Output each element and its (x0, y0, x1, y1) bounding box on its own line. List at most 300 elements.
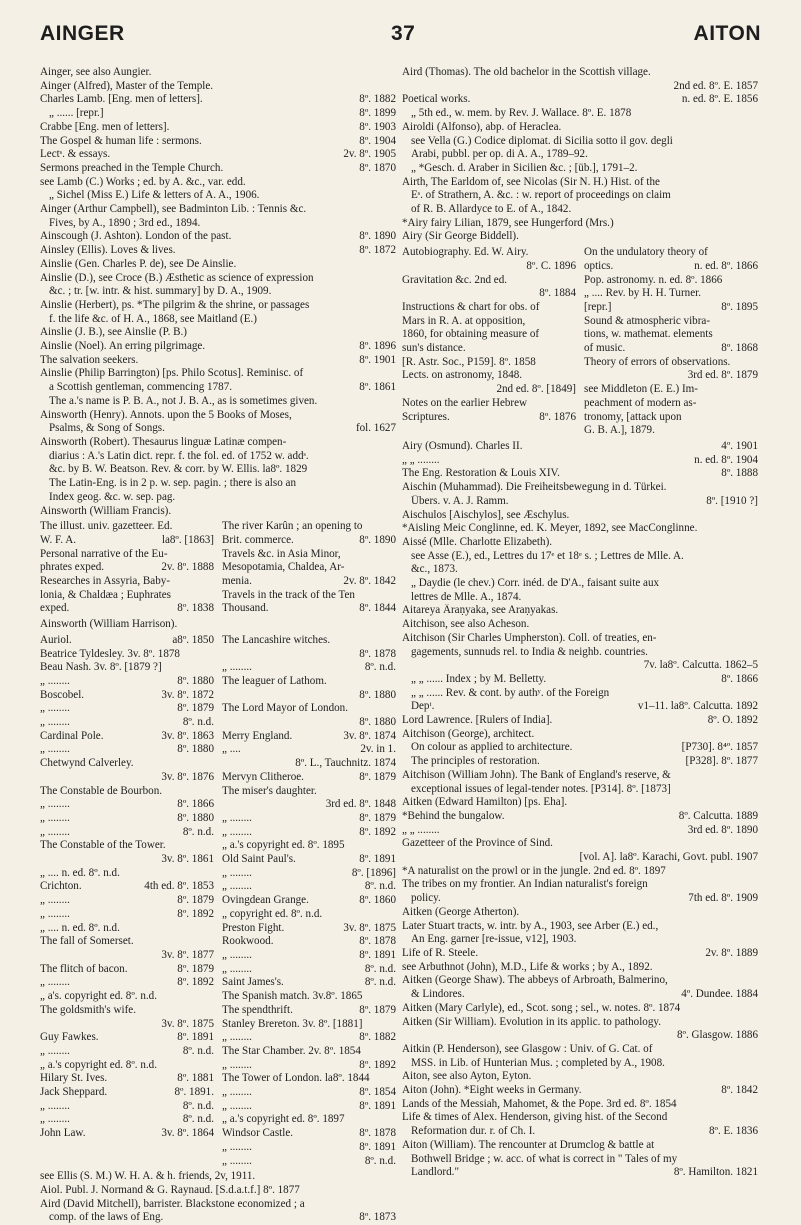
line-edition: 2v. 8º. 1888 (161, 561, 214, 574)
index-line: Gravitation &c. 2nd ed. (402, 273, 508, 286)
line-text: „ ........ (40, 907, 70, 920)
entry-lines (402, 66, 758, 244)
line-text: „ ........ (222, 949, 252, 961)
line-text: Merry England. (222, 729, 293, 742)
line-edition: 3v. 8º. 1863 (161, 729, 214, 742)
index-line: Gazetteer of the Province of Sind. (402, 837, 553, 850)
index-line (40, 602, 214, 616)
index-line: „ .... Rev. by H. H. Turner. (584, 287, 701, 300)
index-line (40, 853, 214, 867)
index-line: The illust. univ. gazetteer. Ed. (40, 520, 173, 533)
index-line (40, 135, 396, 149)
line-edition: 8º. 1891 (177, 1031, 214, 1044)
index-line (222, 1031, 396, 1045)
index-line (40, 121, 396, 135)
line-edition: 3v. 8º. 1861 (161, 853, 214, 866)
index-line: Theory of errors of observations. (584, 355, 731, 368)
index-line: The river Karûn ; an opening to (222, 520, 363, 533)
line-edition: 8º. 1880 (359, 716, 396, 729)
index-line: On the undulatory theory of (584, 246, 708, 259)
line-edition: 8º. 1892 (177, 976, 214, 989)
index-line (584, 369, 758, 383)
index-line (222, 1127, 396, 1141)
index-line: The miser's daughter. (222, 784, 317, 797)
index-line (402, 1084, 758, 1098)
line-text (222, 716, 355, 730)
line-text: „ ........ (222, 825, 252, 838)
index-line: Personal narrative of the Eu- (40, 547, 168, 560)
index-line: „ a.'s copyright ed. 8º. 1895 (222, 839, 345, 852)
entry-lines (40, 634, 214, 1168)
index-line (402, 440, 758, 454)
index-line: *Aisling Meic Conglinne, ed. K. Meyer, 1892, see MacConglinne. (402, 522, 698, 535)
index-line (402, 495, 758, 509)
index-line (222, 730, 396, 744)
line-edition: 8º. 1854 (359, 1086, 396, 1099)
line-text: „ ........ (40, 976, 70, 989)
index-line: of R. B. Allardyce to E. of A., 1842. (411, 203, 572, 216)
line-edition: 3v. 8º. 1872 (161, 688, 214, 701)
index-line (402, 1029, 758, 1043)
line-text: Preston Fight. (222, 921, 285, 934)
line-text (40, 1018, 157, 1032)
index-line: Aiton (William). The rencounter at Drumclog & battle at (402, 1138, 655, 1151)
index-line: Arabi, pubbl. per op. di A. A., 1789–92. (411, 148, 588, 161)
line-text: Ainsley (Ellis). Loves & lives. (40, 244, 176, 257)
entry-lines (40, 66, 396, 518)
line-text: of music. (584, 342, 626, 355)
line-text: Poetical works. (402, 93, 471, 106)
line-edition: 8º. 1878 (359, 647, 396, 660)
index-line (222, 716, 396, 730)
index-line (402, 851, 758, 865)
wf-ainsworth-works (40, 520, 396, 616)
index-line (40, 1086, 214, 1100)
wh-ainsworth-works (40, 634, 396, 1168)
line-text: Auriol. (40, 633, 72, 646)
index-line: „ *Gesch. d. Araber in Sicilien &c. ; [üb.], 1791–2. (411, 161, 638, 174)
index-line: Eˢ. of Strathern, A. &c. : w. report of proceedings on claim (411, 189, 671, 202)
index-line: Chetwynd Calverley. (40, 757, 134, 770)
line-edition: 3v. 8º. 1864 (161, 1127, 214, 1140)
line-edition: 8º. 1899 (359, 107, 396, 120)
index-line (402, 80, 758, 94)
index-line (40, 354, 396, 368)
index-line (40, 534, 214, 548)
index-line: „ „ ...... Rev. & cont. by authʸ. of the Foreign (411, 686, 610, 699)
line-edition: 8º. 1880 (177, 811, 214, 824)
line-edition: 8º. 1896 (359, 340, 396, 353)
index-line: Mesopotamia, Chaldea, Ar- (222, 561, 345, 574)
index-line (222, 1004, 396, 1018)
line-text: Crichton. (40, 880, 82, 893)
line-edition: 2v. 8º. 1842 (343, 575, 396, 588)
index-line (222, 575, 396, 589)
index-line: Airth, The Earldom of, see Nicolas (Sir N. H.) Hist. of the (402, 175, 660, 188)
index-line: The tribes on my frontier. An Indian naturalist's foreign (402, 878, 648, 891)
line-edition: 8º. E. 1836 (708, 1125, 758, 1138)
line-edition: 3v. 8º. 1876 (161, 770, 214, 783)
index-line: Lands of the Messiah, Mahomet, & the Pope. 3rd ed. 8º. 1854 (402, 1097, 677, 1110)
index-line: Ainsworth (Henry). Annots. upon the 5 Books of Moses, (40, 408, 292, 421)
index-line (402, 755, 758, 769)
index-line (40, 93, 396, 107)
line-edition: 8º. L., Tauchnitz. 1874 (295, 757, 396, 770)
index-line (222, 976, 396, 990)
line-edition: 8º. 1903 (359, 120, 396, 133)
line-edition: 8º. 1892 (359, 1058, 396, 1071)
line-edition: 8º. 1879 (177, 702, 214, 715)
index-line: Aitchison, see also Acheson. (402, 618, 530, 631)
line-edition: 8º. n.d. (182, 1044, 214, 1057)
index-line (402, 1166, 758, 1180)
index-line: The Latin-Eng. is in 2 p. w. sep. pagin. ; there is also an (49, 477, 296, 490)
line-edition: 8º. 1884 (539, 287, 576, 300)
line-edition: 8º. n.d. (364, 1154, 396, 1167)
index-line: Aissé (Mlle. Charlotte Elizabeth). (402, 535, 553, 548)
line-edition: 8º. 1838 (177, 602, 214, 615)
line-text (402, 1029, 673, 1043)
line-edition: 8º. 1904 (359, 134, 396, 147)
line-edition: 8º. 1891. (174, 1086, 214, 1099)
index-line (40, 162, 396, 176)
index-line: Ainger, see also Aungier. (40, 66, 152, 78)
index-line: diarius : A.'s Latin dict. repr. f. the fol. ed. of 1752 w. addˢ. (49, 449, 309, 462)
line-edition: 8º. 1895 (721, 300, 758, 313)
line-text: „ ........ (222, 1086, 252, 1099)
index-line: „ Daydie (le chev.) Corr. inéd. de D'A., faisant suite aux (411, 577, 660, 590)
line-text: Charles Lamb. [Eng. men of letters]. (40, 93, 203, 106)
line-text: Mervyn Clitheroe. (222, 770, 304, 783)
index-line (40, 880, 214, 894)
index-line (222, 963, 396, 977)
entry-lines (402, 440, 758, 1180)
line-text: „ ........ (222, 1099, 252, 1112)
index-line: „ a.'s copyright ed. 8º. 1897 (222, 1113, 345, 1126)
index-line (402, 383, 576, 397)
line-edition: 8º. 1861 (359, 381, 396, 394)
index-line: The fall of Somerset. (40, 935, 134, 948)
line-edition: 8º. 1890 (359, 230, 396, 243)
line-text: John Law. (40, 1127, 86, 1140)
index-line: Aird (Thomas). The old bachelor in the Scottish village. (402, 66, 651, 78)
line-text: menia. (222, 575, 252, 588)
index-line: Mars in R. A. at opposition, (402, 314, 526, 327)
line-edition: a8º. 1850 (172, 633, 214, 646)
entry-lines (222, 520, 396, 616)
index-line: see Asse (E.), ed., Lettres du 17ᵉ et 18ᵉ s. ; Lettres de Mlle. A. (411, 549, 684, 562)
index-line (40, 561, 214, 575)
line-edition: 8º. 1870 (359, 161, 396, 174)
index-line (222, 894, 396, 908)
line-edition: 8º. 1880 (359, 688, 396, 701)
line-edition: 4º. Dundee. 1884 (681, 988, 758, 1001)
line-text: Lectˢ. & essays. (40, 148, 111, 161)
line-text: Sermons preached in the Temple Church. (40, 161, 224, 174)
index-line: Aitken (Sir William). Evolution in its applic. to pathology. (402, 1015, 661, 1028)
line-text: The spendthrift. (222, 1003, 293, 1016)
line-edition: 8º. 1879 (177, 962, 214, 975)
index-line: „ Sichel (Miss E.) Life & letters of A. A., 1906. (49, 189, 260, 202)
index-line (40, 148, 396, 162)
line-text (222, 689, 355, 703)
index-line: Aitareya Âraṇyaka, see Araṇyakas. (402, 604, 559, 617)
line-edition: 8º. 1879 (177, 894, 214, 907)
index-line (222, 661, 396, 675)
line-text: Windsor Castle. (222, 1127, 294, 1140)
line-edition: 2nd ed. 8º. [1849] (496, 383, 576, 396)
index-line: *Airy fairy Lilian, 1879, see Hungerford (Mrs.) (402, 216, 614, 229)
index-line (40, 771, 214, 785)
index-line: Fives, by A., 1890 ; 3rd ed., 1894. (49, 216, 201, 229)
line-edition: 8º. Calcutta. 1889 (678, 809, 758, 822)
index-line (40, 826, 214, 840)
index-line: Ainslie (Philip Barrington) [ps. Philo Scotus]. Reminisc. of (40, 367, 304, 380)
index-line: &c. ; tr. [w. intr. & hist. summary] by D. A., 1909. (49, 285, 272, 298)
line-text: „ ........ (222, 1058, 252, 1071)
index-line (402, 947, 758, 961)
line-edition: 8º. [1910 ?] (706, 494, 758, 507)
line-edition: 4º. 1901 (721, 439, 758, 452)
line-edition: 8º. n.d. (364, 962, 396, 975)
index-line: The Lord Mayor of London. (222, 702, 349, 715)
index-line (40, 340, 396, 354)
index-line (222, 757, 396, 771)
line-edition: la8º. [1863] (161, 533, 214, 546)
line-text (402, 260, 522, 274)
line-edition: 3rd ed. 8º. 1879 (687, 369, 758, 382)
index-line: Aiol. Publ. J. Normand & G. Raynaud. [S.d.a.t.f.] 8º. 1877 (40, 1183, 300, 1196)
line-text: „ ........ (222, 661, 252, 674)
line-text: Landlord." (411, 1166, 459, 1179)
line-text: optics. (584, 259, 614, 272)
index-line (40, 107, 396, 121)
index-line (222, 935, 396, 949)
line-text: Thousand. (222, 602, 269, 615)
index-line: sun's distance. (402, 342, 466, 355)
line-text: Life of R. Steele. (402, 947, 479, 959)
index-line: see Vella (G.) Codice diplomat. di Sicilia sotto il gov. degli (411, 134, 673, 147)
index-line: „ .... n. ed. 8º. n.d. (40, 866, 120, 879)
index-line (402, 411, 576, 425)
index-line: Bothwell Bridge ; w. acc. of what is correct in " Tales of my (411, 1152, 678, 1165)
index-line: f. the life &c. of H. A., 1868, see Maitland (E.) (49, 312, 257, 325)
index-line (40, 949, 214, 963)
line-edition: 8º. 1879 (359, 1003, 396, 1016)
line-text: „ .... (222, 743, 241, 756)
entry-lines (402, 246, 576, 438)
line-text: „ ........ (40, 702, 70, 715)
index-line: Ainslie (Gen. Charles P. de), see De Ainslie. (40, 257, 237, 270)
line-text (40, 771, 157, 785)
index-line (40, 716, 214, 730)
line-text: Psalms, & Song of Songs. (49, 422, 165, 435)
line-edition: n. ed. 8º. E. 1856 (681, 93, 758, 106)
line-text: Saint James's. (222, 976, 284, 989)
line-edition: 8º. n.d. (364, 661, 396, 674)
line-text: Lord Lawrence. [Rulers of India]. (402, 714, 553, 727)
line-text: The flitch of bacon. (40, 962, 128, 975)
line-text (584, 369, 684, 383)
entry-lines (40, 520, 214, 616)
line-text: „ ........ (40, 811, 70, 824)
index-line: Aiton, see also Ayton, Eyton. (402, 1070, 532, 1083)
index-line: Ainger (Alfred), Master of the Temple. (40, 79, 214, 92)
index-line: see Lamb (C.) Works ; ed. by A. &c., var. edd. (40, 175, 246, 188)
line-edition: 3rd ed. 8º. 1890 (687, 823, 758, 836)
line-text (222, 798, 322, 812)
line-edition: 8º. n.d. (364, 976, 396, 989)
index-line (222, 1059, 396, 1073)
index-line: Ainsworth (William Francis). (40, 504, 172, 517)
index-line: Aischin (Muhammad). Die Freiheitsbewegung in d. Türkei. (402, 481, 667, 494)
index-line: see Middleton (E. E.) Im- (584, 383, 698, 396)
line-text: Übers. v. A. J. Ramm. (411, 494, 509, 507)
line-edition: 8º. 1842 (721, 1084, 758, 1097)
page-header (0, 22, 801, 52)
index-line: Lects. on astronomy, 1848. (402, 369, 523, 382)
index-line: The Spanish match. 3v.8º. 1865 (222, 990, 363, 1003)
index-line (40, 976, 214, 990)
index-line (40, 1127, 214, 1141)
index-line (402, 810, 758, 824)
line-text (40, 853, 157, 867)
index-line (402, 467, 758, 481)
line-text: Reformation dur. r. of Ch. I. (411, 1125, 536, 1138)
index-line: Aitken (Edward Hamilton) [ps. Eha]. (402, 796, 568, 809)
line-text: „ ........ (222, 811, 252, 824)
index-line (40, 381, 396, 395)
line-edition: [vol. A]. la8º. Karachi, Govt. publ. 1907 (579, 851, 758, 864)
line-text (222, 757, 291, 771)
line-text: „ „ ........ (402, 823, 440, 836)
index-line: Airoldi (Alfonso), abp. of Heraclea. (402, 120, 562, 133)
index-line (40, 422, 396, 436)
line-edition: 8º. 1890 (359, 533, 396, 546)
index-line (584, 260, 758, 274)
page-number: 37 (391, 22, 416, 45)
line-text: *Behind the bungalow. (402, 809, 505, 822)
line-text: Crabbe [Eng. men of letters]. (40, 120, 170, 133)
index-line: Airy (Sir George Biddell). (402, 230, 519, 243)
line-edition: 8º. 1892 (359, 825, 396, 838)
index-line: tions, w. mathemat. elements (584, 328, 713, 341)
line-edition: 4th ed. 8º. 1853 (144, 880, 214, 893)
index-line: „ .... n. ed. 8º. n.d. (40, 921, 120, 934)
line-text: Brit. commerce. (222, 533, 294, 546)
index-line (222, 798, 396, 812)
index-line (222, 602, 396, 616)
line-text: „ ........ (40, 743, 70, 756)
line-text: Guy Fawkes. (40, 1031, 99, 1044)
line-text: On colour as applied to architecture. (411, 741, 573, 754)
index-line (40, 730, 214, 744)
line-text (402, 80, 670, 94)
index-line (222, 1086, 396, 1100)
line-text: „ ........ (222, 1154, 252, 1167)
line-text (402, 383, 492, 397)
index-line: tronomy, [attack upon (584, 410, 682, 423)
line-edition: 8º. 1882 (359, 1031, 396, 1044)
line-edition: 2nd ed. 8º. E. 1857 (673, 79, 758, 92)
index-line: „ 5th ed., w. mem. by Rev. J. Wallace. 8º. E. 1878 (411, 107, 632, 120)
index-line: Researches in Assyria, Baby- (40, 575, 171, 588)
line-text: „ ........ (222, 1140, 252, 1153)
line-text: „ ........ (40, 1099, 70, 1112)
index-line: Aischulos [Aischylos], see Æschylus. (402, 508, 570, 521)
line-text: a Scottish gentleman, commencing 1787. (49, 381, 233, 394)
index-line: „ copyright ed. 8º. n.d. (222, 907, 323, 920)
index-line: 1860, for obtaining measure of (402, 328, 540, 341)
index-line (40, 798, 214, 812)
index-line (222, 1155, 396, 1169)
line-text: „ ........ (40, 674, 70, 687)
line-edition: 8º. n.d. (182, 1113, 214, 1126)
index-line: Later Stuart tracts, w. intr. by A., 1903, see Arber (E.) ed., (402, 919, 659, 932)
line-text: „ ........ (40, 798, 70, 811)
line-text: Scriptures. (402, 410, 450, 423)
line-edition: 8º. 1881 (177, 1072, 214, 1085)
line-edition: 8º. 1892 (177, 907, 214, 920)
line-edition: 8º. 1873 (359, 1211, 396, 1224)
index-line (40, 1072, 214, 1086)
index-line: Aitchison (George), architect. (402, 727, 535, 740)
line-edition: 8º. [1896] (351, 866, 396, 879)
line-edition: 2v. in 1. (360, 743, 396, 756)
line-edition: [P328]. 8º. 1877 (685, 755, 758, 768)
index-line (222, 880, 396, 894)
right-column (402, 66, 758, 1180)
line-edition: 8º. 1891 (359, 949, 396, 961)
line-text: „ ........ (40, 1044, 70, 1057)
index-line (40, 634, 214, 648)
index-line: Aitken (George Atherton). (402, 905, 520, 918)
index-line (40, 1113, 214, 1127)
line-edition: 8º. n.d. (182, 716, 214, 729)
line-edition: 8º. 1872 (359, 244, 396, 257)
line-edition: 8º. 1891 (359, 1099, 396, 1112)
index-line (402, 287, 576, 301)
line-edition: fol. 1627 (355, 422, 396, 435)
index-line (40, 244, 396, 258)
index-line (40, 1031, 214, 1045)
index-line: Stanley Brereton. 3v. 8º. [1881] (222, 1017, 363, 1030)
line-text: Ainslie (Noel). An erring pilgrimage. (40, 340, 206, 353)
index-line (402, 93, 758, 107)
index-line (222, 534, 396, 548)
index-line: Ainslie (D.), see Croce (B.) Æsthetic as science of expression (40, 271, 314, 284)
index-line: The goldsmith's wife. (40, 1003, 136, 1016)
index-line (40, 894, 214, 908)
line-text: Ainscough (J. Ashton). London of the past. (40, 230, 232, 243)
line-text: phrates exped. (40, 561, 105, 574)
line-edition: 7v. la8º. Calcutta. 1862–5 (643, 659, 758, 672)
line-text: & Lindores. (411, 988, 465, 1001)
line-text: Jack Sheppard. (40, 1086, 108, 1099)
line-edition: 2v. 8º. 1905 (343, 148, 396, 161)
index-line (402, 988, 758, 1002)
line-text: Ovingdean Grange. (222, 894, 309, 907)
index-line (402, 454, 758, 468)
line-text: Depᵗ. (411, 700, 435, 713)
index-line: exceptional issues of legal-tender notes. [P314]. 8º. [1873] (411, 782, 671, 795)
index-line: Beatrice Tyldesley. 3v. 8º. 1878 (40, 647, 180, 660)
index-line: &c., 1873. (411, 563, 458, 576)
line-edition: 8º. 1866 (721, 672, 758, 685)
line-edition: 8º. 1882 (359, 93, 396, 106)
index-line: MSS. in Lib. of Hunterian Mus. ; completed by A., 1908. (411, 1056, 665, 1069)
index-line (402, 714, 758, 728)
